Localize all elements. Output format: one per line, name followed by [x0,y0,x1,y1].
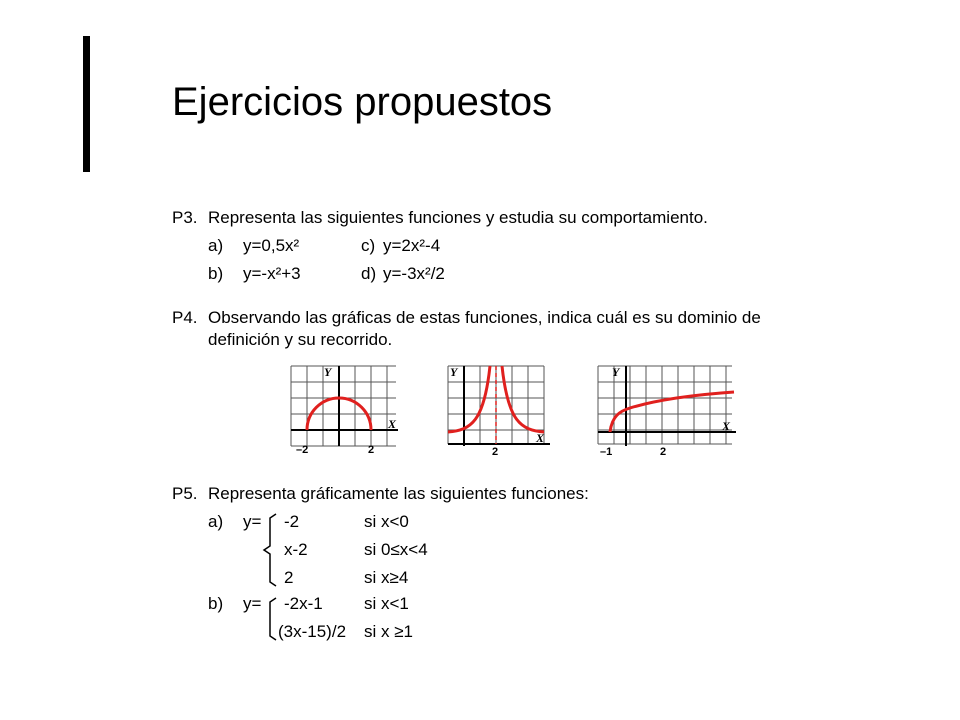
tick-label-left: –1 [600,446,613,456]
x-axis-label: X [388,417,397,431]
tick-label: 2 [492,446,499,456]
p3-item-c-label: c) [361,236,376,255]
tick-label-left: –2 [296,444,309,456]
p5-b-piece1-expr: -2x-1 [284,594,323,613]
p5-a-label: a) [208,512,224,531]
p5-b-piece1-cond: si x<1 [364,594,409,613]
p5-b-brace [260,596,280,642]
p5-a-piece1-expr: -2 [284,512,300,531]
p5-a-lhs: y= [243,512,262,531]
p5-a-brace [256,512,280,588]
p5-statement: Representa gráficamente las siguientes funciones: [208,484,589,503]
p3-item-d-expr: y=-3x²/2 [383,264,445,283]
p5-a-piece2-expr: x-2 [284,540,308,559]
p5-a-piece3-cond: si x≥4 [364,568,409,587]
tick-label-right: 2 [368,444,375,456]
p5-b-lhs: y= [243,594,262,613]
p4-statement-line2: definición y su recorrido. [208,330,393,349]
x-axis-label: X [722,419,731,433]
p5-a-piece2-cond: si 0≤x<4 [364,540,428,559]
x-axis-label: X [536,431,545,445]
y-axis-label: Y [612,365,620,379]
p3-item-b-expr: y=-x²+3 [243,264,301,283]
p5-a-piece1-cond: si x<0 [364,512,409,531]
p5-number: P5. [172,484,198,503]
graph-grid [291,366,396,446]
y-axis-label: Y [324,365,332,379]
title-accent-bar [83,36,90,172]
p5-b-label: b) [208,594,224,613]
p4-statement-line1: Observando las gráficas de estas funciones, indica cuál es su dominio de [208,308,761,327]
tick-label-right: 2 [660,446,667,456]
p5-b-piece2-cond: si x ≥1 [364,622,414,641]
p3-item-d-label: d) [361,264,377,283]
p4-number: P4. [172,308,198,327]
p3-item-b-label: b) [208,264,224,283]
right-branch-curve [502,366,544,432]
p3-number: P3. [172,208,198,227]
p5-b-piece2-expr: (3x-15)/2 [278,622,347,641]
p3-item-a-label: a) [208,236,224,255]
graph-root [596,364,740,456]
graph-asymptote [446,364,554,456]
p3-item-a-expr: y=0,5x² [243,236,300,255]
p5-a-piece3-expr: 2 [284,568,294,587]
y-axis-label: Y [450,365,458,379]
graph-semicircle [288,364,400,456]
p3-statement: Representa las siguientes funciones y estudia su comportamiento. [208,208,708,227]
page-title: Ejercicios propuestos [172,80,553,124]
p3-item-c-expr: y=2x²-4 [383,236,441,255]
